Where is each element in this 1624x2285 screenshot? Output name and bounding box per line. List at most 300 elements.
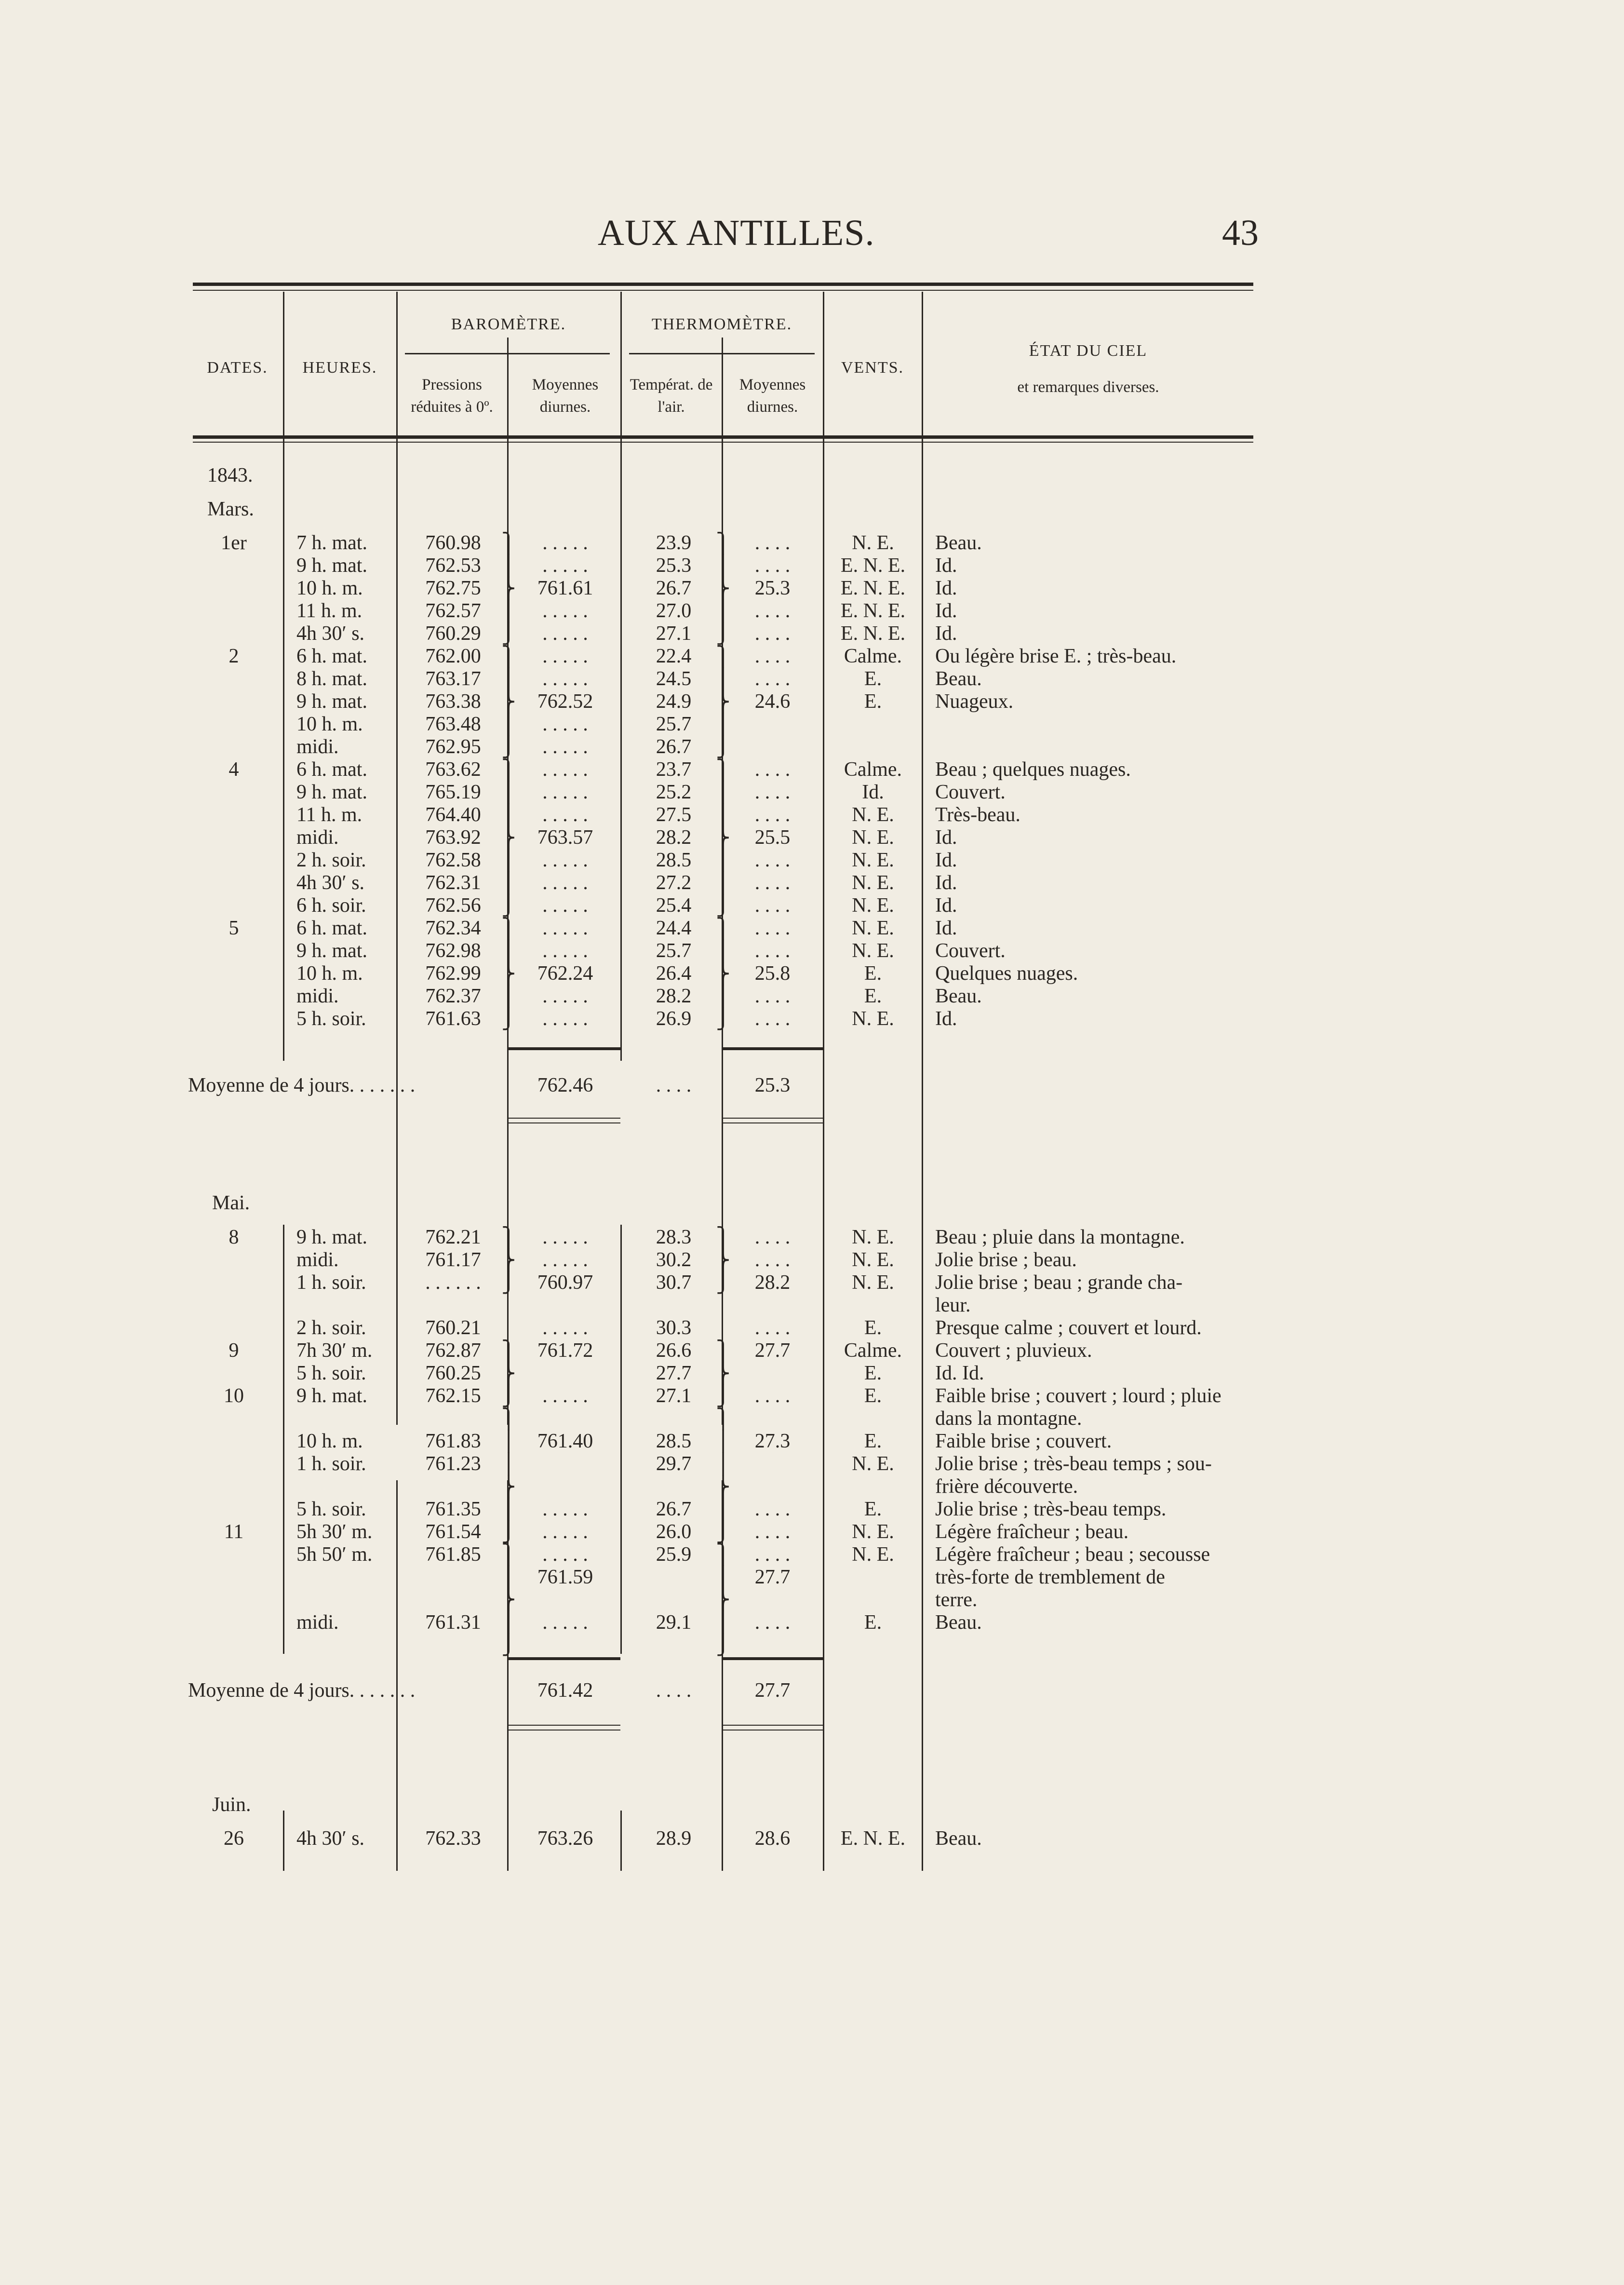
group-brace: ⎭ [501, 623, 516, 645]
mars-row-temp: 22.4 [656, 645, 692, 667]
mars-row-heure: midi. [296, 736, 339, 758]
mai-row-moy-b: . . . . . [542, 1226, 588, 1248]
mars-row-moy-t: . . . . [754, 894, 791, 917]
group-brace: ⎬ [716, 691, 730, 713]
mai-row-moy-t: 28.2 [754, 1271, 791, 1294]
mars-row-temp: 25.2 [656, 781, 692, 803]
mai-row-etat: Jolie brise ; très-beau temps. [935, 1498, 1167, 1520]
mars-row-temp: 26.7 [656, 736, 692, 758]
mai-row-heure: 1 h. soir. [296, 1453, 366, 1475]
mars-row-pression: 762.57 [425, 600, 481, 622]
mai-mean-baro: 761.42 [537, 1679, 593, 1702]
mai-row-pression: 761.35 [425, 1498, 481, 1520]
mai-row-moy-t: 27.3 [754, 1430, 791, 1452]
mars-row-moy-t: . . . . [754, 645, 791, 667]
mars-mean-baro: 762.46 [537, 1074, 593, 1096]
mars-row-etat: Id. [935, 1008, 957, 1030]
mars-row-etat: Beau. [935, 532, 982, 554]
mars-row-heure: 6 h. mat. [296, 758, 367, 781]
group-brace: ⎫ [501, 759, 516, 781]
mars-row-heure: 9 h. mat. [296, 554, 367, 577]
mars-row-vent: N. E. [852, 894, 894, 917]
mars-row-pression: 762.31 [425, 872, 481, 894]
mars-row-moy-t: . . . . [754, 985, 791, 1007]
mai-row-moy-b: . . . . . [542, 1543, 588, 1566]
mai-row-heure: 9 h. mat. [296, 1385, 367, 1407]
mars-row-heure: 9 h. mat. [296, 781, 367, 803]
mars-row-vent: E. [864, 962, 882, 985]
mars-row-etat: Quelques nuages. [935, 962, 1078, 985]
mars-mean-temp: . . . . [656, 1074, 692, 1096]
mai-row-heure: 5h 30′ m. [296, 1521, 373, 1543]
mars-row-temp: 24.9 [656, 690, 692, 713]
group-brace: ⎬ [716, 963, 730, 985]
mars-row-pression: 762.34 [425, 917, 481, 939]
group-brace: ⎫ [716, 1543, 730, 1565]
mars-row-vent: E. [864, 668, 882, 690]
mai-row-moy-t: 27.7 [754, 1339, 791, 1362]
mars-row-moy-t: 25.5 [754, 826, 791, 849]
mars-row-moy-t: . . . . [754, 940, 791, 962]
mai-row-heure: 1 h. soir. [296, 1271, 366, 1294]
mai-mean-rule-bottom2 [509, 1730, 620, 1731]
group-brace: ⎭ [501, 1634, 516, 1656]
mai-mean-label: Moyenne de 4 jours. . . . . . . [188, 1679, 416, 1702]
group-brace: ⎭ [716, 1008, 730, 1030]
group-brace: ⎫ [716, 646, 730, 667]
header-temperat: Températ. de l'air. [630, 376, 713, 416]
mars-row-moy-b: 761.61 [537, 577, 593, 599]
mars-row-moy-t: 25.8 [754, 962, 791, 985]
mars-row-etat: Nuageux. [935, 690, 1014, 713]
mars-row-moy-b: . . . . . [542, 849, 588, 871]
running-head: AUX ANTILLES. [598, 213, 875, 253]
header-thermometre: THERMOMÈTRE. [651, 315, 792, 333]
mai-row-etat: Presque calme ; couvert et lourd. [935, 1317, 1202, 1339]
mars-row-pression: 763.62 [425, 758, 481, 781]
mars-row-vent: N. E. [852, 872, 894, 894]
group-brace: ⎬ [716, 1589, 730, 1610]
mars-row-etat: Beau. [935, 985, 982, 1007]
mars-row-pression: 761.63 [425, 1008, 481, 1030]
mai-row-moy-t: . . . . [754, 1317, 791, 1339]
mai-row-temp: 26.6 [656, 1339, 692, 1362]
mars-row-moy-b: . . . . . [542, 917, 588, 939]
group-brace: ⎬ [716, 1363, 730, 1384]
mars-row-moy-b: 762.52 [537, 690, 593, 713]
group-brace: ⎭ [501, 895, 516, 917]
mai-row-temp: 29.7 [656, 1453, 692, 1475]
group-brace: ⎭ [716, 1521, 730, 1543]
mai-row-vent: N. E. [852, 1271, 894, 1294]
mars-row-heure: 6 h. soir. [296, 894, 366, 917]
group-brace: ⎪ [716, 668, 730, 690]
mars-row-heure: midi. [296, 985, 339, 1007]
mai-row-etat: très-forte de tremblement de [935, 1566, 1165, 1588]
mai-row-moy-b: . . . . . [542, 1521, 588, 1543]
mai-row-etat: dans la montagne. [935, 1407, 1082, 1430]
header-dates: DATES. [207, 359, 268, 377]
header-pressions: Pressions réduites à 0º. [411, 376, 493, 416]
mai-row-moy-b: . . . . . [542, 1249, 588, 1271]
mars-mean-rule-bottom [509, 1118, 620, 1119]
mars-row-moy-t: . . . . [754, 849, 791, 871]
mai-row-pression: 761.23 [425, 1453, 481, 1475]
header-moyennes-baro: Moyennes diurnes. [532, 376, 599, 416]
header-barometre: BAROMÈTRE. [451, 315, 566, 333]
top-rule-thin [193, 290, 1253, 291]
mars-mean-label: Moyenne de 4 jours. . . . . . . [188, 1074, 416, 1096]
mai-row-vent: N. E. [852, 1249, 894, 1271]
mars-row-temp: 27.0 [656, 600, 692, 622]
mars-row-moy-b: . . . . . [542, 554, 588, 577]
group-brace: ⎪ [501, 1453, 516, 1475]
mars-row-date: 5 [228, 917, 239, 939]
mai-row-pression: 760.25 [425, 1362, 481, 1384]
group-brace: ⎪ [716, 940, 730, 962]
group-brace: ⎪ [716, 600, 730, 622]
mai-row-vent: N. E. [852, 1521, 894, 1543]
mars-row-pression: 762.98 [425, 940, 481, 962]
mars-row-moy-t: . . . . [754, 917, 791, 939]
mars-row-etat: Id. [935, 577, 957, 599]
mai-row-moy-t: . . . . [754, 1543, 791, 1566]
mars-row-heure: 11 h. m. [296, 600, 362, 622]
mai-mean-rule-bottom [509, 1725, 620, 1726]
mars-row-moy-t: . . . . [754, 1008, 791, 1030]
mars-row-pression: 762.99 [425, 962, 481, 985]
group-brace: ⎪ [501, 986, 516, 1007]
header-rule-thin [193, 442, 1253, 443]
mars-row-temp: 27.2 [656, 872, 692, 894]
mars-row-pression: 763.38 [425, 690, 481, 713]
mai-row-heure: 5h 50′ m. [296, 1543, 373, 1566]
mars-mean-rule-top [509, 1047, 620, 1050]
group-brace: ⎫ [501, 1543, 516, 1565]
header-vents: VENTS. [841, 359, 904, 377]
mars-row-etat: Id. [935, 872, 957, 894]
juin-pression: 762.33 [425, 1827, 481, 1850]
mars-mean-thermo: 25.3 [754, 1074, 791, 1096]
mars-row-heure: 10 h. m. [296, 713, 363, 735]
group-brace: ⎬ [716, 578, 730, 599]
group-brace: ⎬ [501, 1363, 516, 1384]
mai-mean-rule-top-t [723, 1657, 823, 1660]
juin-heure: 4h 30′ s. [296, 1827, 365, 1850]
mai-row-etat: Faible brise ; couvert. [935, 1430, 1112, 1452]
mai-row-pression: 762.87 [425, 1339, 481, 1362]
mai-row-etat: leur. [935, 1294, 971, 1316]
mai-row-vent: Calme. [844, 1339, 902, 1362]
mai-row-heure: midi. [296, 1611, 339, 1634]
mai-row-temp: 29.1 [656, 1611, 692, 1634]
mai-mean-temp: . . . . [656, 1679, 692, 1702]
mars-row-pression: 763.17 [425, 668, 481, 690]
mars-row-vent: N. E. [852, 940, 894, 962]
juin-vent: E. N. E. [840, 1827, 906, 1850]
group-brace: ⎪ [501, 804, 516, 826]
mai-row-etat: terre. [935, 1589, 978, 1611]
mars-row-pression: 760.98 [425, 532, 481, 554]
mars-row-vent: N. E. [852, 826, 894, 849]
group-brace: ⎬ [501, 1476, 516, 1498]
mai-row-date: 11 [224, 1521, 244, 1543]
mai-row-moy-t: . . . . [754, 1611, 791, 1634]
mai-row-temp: 28.5 [656, 1430, 692, 1452]
group-brace: ⎭ [716, 623, 730, 645]
mars-row-temp: 24.5 [656, 668, 692, 690]
mars-row-moy-b: . . . . . [542, 781, 588, 803]
mai-row-moy-b: . . . . . [542, 1385, 588, 1407]
mai-row-pression: 761.83 [425, 1430, 481, 1452]
mars-row-etat: Id. [935, 826, 957, 849]
group-brace: ⎪ [716, 1566, 730, 1588]
group-brace: ⎬ [501, 691, 516, 713]
header-etat-2: et remarques diverses. [1017, 379, 1159, 396]
mars-row-vent: N. E. [852, 917, 894, 939]
mars-row-heure: 9 h. mat. [296, 940, 367, 962]
mars-row-etat: Couvert. [935, 940, 1006, 962]
mai-row-date: 10 [224, 1385, 244, 1407]
group-brace: ⎫ [501, 646, 516, 667]
mars-row-heure: 8 h. mat. [296, 668, 367, 690]
mars-row-vent: N. E. [852, 1008, 894, 1030]
group-brace: ⎭ [501, 736, 516, 758]
group-brace: ⎭ [716, 1634, 730, 1656]
group-brace: ⎪ [716, 850, 730, 871]
group-brace: ⎬ [716, 827, 730, 849]
mai-row-vent: E. [864, 1385, 882, 1407]
mars-row-temp: 26.4 [656, 962, 692, 985]
group-brace: ⎪ [501, 940, 516, 962]
group-brace: ⎪ [501, 555, 516, 577]
mai-row-date: 8 [228, 1226, 239, 1248]
mars-row-moy-b: 763.57 [537, 826, 593, 849]
group-brace: ⎬ [501, 578, 516, 599]
mai-row-vent: N. E. [852, 1226, 894, 1248]
mars-row-heure: 4h 30′ s. [296, 872, 365, 894]
group-brace: ⎬ [716, 1476, 730, 1498]
group-brace: ⎪ [716, 1611, 730, 1633]
mai-row-temp: 30.7 [656, 1271, 692, 1294]
mars-row-pression: 763.48 [425, 713, 481, 735]
mars-row-heure: 2 h. soir. [296, 849, 366, 871]
mars-row-vent: E. [864, 985, 882, 1007]
mars-row-etat: Id. [935, 622, 957, 645]
mai-row-temp: 26.0 [656, 1521, 692, 1543]
mars-row-heure: 10 h. m. [296, 962, 363, 985]
mai-row-etat: frière découverte. [935, 1475, 1078, 1498]
group-brace: ⎭ [716, 1272, 730, 1294]
mars-row-pression: 760.29 [425, 622, 481, 645]
group-brace: ⎪ [716, 1453, 730, 1475]
mai-row-moy-b: 761.59 [537, 1566, 593, 1588]
section-month-juin: Juin. [212, 1794, 251, 1816]
mars-row-temp: 26.7 [656, 577, 692, 599]
group-brace: ⎫ [501, 1408, 516, 1430]
group-brace: ⎪ [716, 714, 730, 735]
mai-row-etat: Jolie brise ; beau. [935, 1249, 1077, 1271]
mars-row-pression: 763.92 [425, 826, 481, 849]
mai-row-temp: 27.1 [656, 1385, 692, 1407]
group-brace: ⎪ [501, 714, 516, 735]
mars-row-temp: 23.7 [656, 758, 692, 781]
mai-row-temp: 27.7 [656, 1362, 692, 1384]
mars-row-pression: 762.75 [425, 577, 481, 599]
mars-row-heure: 4h 30′ s. [296, 622, 365, 645]
col-rule-dates-mai [283, 1225, 284, 1654]
mars-row-moy-t: . . . . [754, 804, 791, 826]
mars-row-moy-b: . . . . . [542, 622, 588, 645]
mai-row-temp: 30.3 [656, 1317, 692, 1339]
col-rule-heures-2 [396, 1480, 398, 1871]
mars-row-moy-b: . . . . . [542, 894, 588, 917]
mars-row-vent: Id. [862, 781, 884, 803]
col-rule-vents [922, 292, 923, 1871]
page-number: 43 [1222, 213, 1259, 253]
group-brace: ⎫ [716, 1408, 730, 1430]
group-brace: ⎪ [501, 782, 516, 803]
mars-row-heure: 6 h. mat. [296, 645, 367, 667]
group-brace: ⎭ [716, 736, 730, 758]
mai-row-etat: Couvert ; pluvieux. [935, 1339, 1092, 1362]
mars-row-moy-t: . . . . [754, 781, 791, 803]
section-month-mars: Mars. [207, 498, 254, 520]
mars-row-heure: 10 h. m. [296, 577, 363, 599]
mai-row-moy-b: . . . . . [542, 1498, 588, 1520]
mai-row-temp: 26.7 [656, 1498, 692, 1520]
col-rule-baro [620, 292, 622, 1061]
group-brace: ⎭ [501, 1385, 516, 1407]
group-brace: ⎪ [716, 1499, 730, 1520]
group-brace: ⎪ [501, 1431, 516, 1452]
mai-row-etat: Beau. [935, 1611, 982, 1634]
mars-row-heure: 5 h. soir. [296, 1008, 366, 1030]
mars-row-temp: 23.9 [656, 532, 692, 554]
mars-row-vent: Calme. [844, 758, 902, 781]
col-rule-thermo [823, 292, 824, 1871]
mars-row-temp: 27.1 [656, 622, 692, 645]
mai-row-vent: N. E. [852, 1543, 894, 1566]
group-brace: ⎬ [501, 827, 516, 849]
mars-row-etat: Couvert. [935, 781, 1006, 803]
mars-row-etat: Très-beau. [935, 804, 1020, 826]
header-moyennes-thermo: Moyennes diurnes. [739, 376, 806, 416]
mars-row-moy-b: . . . . . [542, 985, 588, 1007]
group-brace: ⎪ [501, 1566, 516, 1588]
mars-row-etat: Id. [935, 849, 957, 871]
mai-row-vent: E. [864, 1317, 882, 1339]
section-year: 1843. [207, 464, 253, 487]
mai-row-temp: 28.3 [656, 1226, 692, 1248]
mai-row-date: 9 [228, 1339, 239, 1362]
group-brace: ⎪ [501, 600, 516, 622]
juin-moy-thermo: 28.6 [754, 1827, 791, 1850]
mars-row-temp: 25.3 [656, 554, 692, 577]
mars-row-pression: 762.00 [425, 645, 481, 667]
mars-row-vent: E. N. E. [840, 600, 906, 622]
mai-row-heure: 5 h. soir. [296, 1498, 366, 1520]
group-brace: ⎭ [501, 1272, 516, 1294]
col-rule-baro-juin [620, 1811, 622, 1871]
mars-row-moy-b: . . . . . [542, 736, 588, 758]
group-brace: ⎫ [716, 918, 730, 939]
mars-row-pression: 765.19 [425, 781, 481, 803]
mars-row-moy-b: . . . . . [542, 940, 588, 962]
mai-row-moy-b: 761.40 [537, 1430, 593, 1452]
mai-row-moy-t: . . . . [754, 1226, 791, 1248]
mars-row-temp: 24.4 [656, 917, 692, 939]
mai-row-moy-b: . . . . . [542, 1317, 588, 1339]
group-brace: ⎫ [501, 1340, 516, 1362]
mai-row-etat: Jolie brise ; beau ; grande cha- [935, 1271, 1183, 1294]
mars-row-moy-t: 25.3 [754, 577, 791, 599]
header-rule [193, 435, 1253, 439]
mars-row-date: 1er [221, 532, 247, 554]
group-brace: ⎪ [716, 986, 730, 1007]
mars-row-date: 2 [228, 645, 239, 667]
mars-row-moy-t: . . . . [754, 532, 791, 554]
mai-row-etat: Beau ; pluie dans la montagne. [935, 1226, 1185, 1248]
mars-row-moy-t: . . . . [754, 668, 791, 690]
col-rule-dates-juin [283, 1811, 284, 1871]
mai-row-moy-t: . . . . [754, 1385, 791, 1407]
group-brace: ⎫ [501, 918, 516, 939]
group-brace: ⎬ [716, 1249, 730, 1271]
mars-row-pression: 762.53 [425, 554, 481, 577]
mars-row-moy-t: . . . . [754, 872, 791, 894]
mai-row-temp: 30.2 [656, 1249, 692, 1271]
mars-row-etat: Id. [935, 554, 957, 577]
mai-row-vent: E. [864, 1611, 882, 1634]
group-brace: ⎪ [716, 555, 730, 577]
mars-row-temp: 28.2 [656, 826, 692, 849]
mai-row-moy-t: . . . . [754, 1498, 791, 1520]
group-brace: ⎪ [501, 872, 516, 894]
mars-row-temp: 28.5 [656, 849, 692, 871]
mai-mean-rule-top [509, 1657, 620, 1660]
mai-row-vent: E. [864, 1430, 882, 1452]
group-brace: ⎫ [716, 1227, 730, 1248]
mai-row-etat: Légère fraîcheur ; beau ; secousse [935, 1543, 1210, 1566]
mars-row-moy-t: . . . . [754, 758, 791, 781]
mai-row-etat: Faible brise ; couvert ; lourd ; pluie [935, 1385, 1221, 1407]
mai-row-heure: 5 h. soir. [296, 1362, 366, 1384]
mars-mean-rule-bottom-t [723, 1118, 823, 1119]
mars-row-moy-b: 762.24 [537, 962, 593, 985]
group-brace: ⎭ [501, 1008, 516, 1030]
col-rule-heures [396, 292, 398, 1425]
mars-row-pression: 762.37 [425, 985, 481, 1007]
mai-row-heure: 7h 30′ m. [296, 1339, 373, 1362]
group-brace: ⎬ [501, 963, 516, 985]
mars-row-moy-t: . . . . [754, 554, 791, 577]
mars-row-moy-b: . . . . . [542, 600, 588, 622]
juin-moy-baro: 763.26 [537, 1827, 593, 1850]
header-heures: HEURES. [302, 359, 377, 377]
mai-row-pression: . . . . . . [425, 1271, 481, 1294]
group-brace: ⎫ [501, 1227, 516, 1248]
col-rule-baro-mai [620, 1225, 622, 1654]
mars-row-vent: E. [864, 690, 882, 713]
top-rule [193, 283, 1253, 286]
mars-row-temp: 25.7 [656, 940, 692, 962]
mars-row-etat: Beau ; quelques nuages. [935, 758, 1131, 781]
mars-row-pression: 762.58 [425, 849, 481, 871]
mars-row-vent: N. E. [852, 849, 894, 871]
mai-row-heure: 2 h. soir. [296, 1317, 366, 1339]
mars-row-vent: Calme. [844, 645, 902, 667]
